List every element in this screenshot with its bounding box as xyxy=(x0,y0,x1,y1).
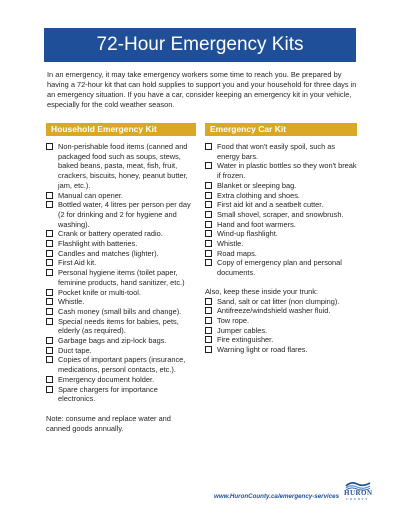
car-item xyxy=(205,249,357,259)
checkbox[interactable] xyxy=(205,143,212,150)
checkbox[interactable] xyxy=(205,192,212,199)
household-item xyxy=(46,229,196,239)
car-item-label: Water in plastic bottles so they won't break if frozen. xyxy=(217,161,357,181)
footer-url[interactable]: www.HuronCounty.ca/emergency-services xyxy=(214,493,340,500)
trunk-item xyxy=(205,297,357,307)
car-column xyxy=(205,123,357,355)
checkbox[interactable] xyxy=(205,240,212,247)
checkbox[interactable] xyxy=(46,298,53,305)
household-item xyxy=(46,258,196,268)
checkbox[interactable] xyxy=(46,230,53,237)
car-item xyxy=(205,200,357,210)
household-item-label: First Aid kit. xyxy=(58,258,97,268)
trunk-item-label: Sand, salt or cat litter (non clumping). xyxy=(217,296,340,306)
household-item xyxy=(46,307,196,317)
household-item xyxy=(46,200,196,229)
trunk-item xyxy=(205,316,357,326)
checkbox[interactable] xyxy=(46,308,53,315)
checkbox[interactable] xyxy=(46,192,53,199)
checkbox[interactable] xyxy=(205,298,212,305)
checkbox[interactable] xyxy=(205,182,212,189)
household-item xyxy=(46,142,196,191)
checkbox[interactable] xyxy=(205,336,212,343)
trunk-item-label: Fire extinguisher. xyxy=(217,335,274,345)
trunk-item xyxy=(205,326,357,336)
intro-paragraph: In an emergency, it may take emergency workers some time to reach you. Be prepared by having a 72-hour kit that can hold supplies to support you and your household for three days in an emergency situation. If you have a car, consider keeping an emergency kit in your vehicle, especially for the cold weather season. xyxy=(47,70,357,109)
car-item-label: First aid kit and a seatbelt cutter. xyxy=(217,200,324,210)
household-item xyxy=(46,268,196,287)
checkbox[interactable] xyxy=(46,356,53,363)
household-item-label: Crank or battery operated radio. xyxy=(58,229,163,239)
household-item-label: Emergency document holder. xyxy=(58,374,155,384)
household-item-label: Cash money (small bills and change). xyxy=(58,306,182,316)
household-item-label: Spare chargers for importance electronics. xyxy=(58,384,158,404)
trunk-item-label: Tow rope. xyxy=(217,315,250,325)
trunk-item xyxy=(205,345,357,355)
household-item xyxy=(46,288,196,298)
car-item-label: Road maps. xyxy=(217,248,257,258)
household-item-label: Manual can opener. xyxy=(58,190,123,200)
household-item-label: Copies of important papers (insurance, medications, personl contacts, etc.). xyxy=(58,355,186,375)
checkbox[interactable] xyxy=(46,269,53,276)
household-item xyxy=(46,239,196,249)
car-item-label: Food that won't easily spoil, such as energy bars. xyxy=(217,142,336,161)
checkbox[interactable] xyxy=(46,347,53,354)
household-item xyxy=(46,355,196,374)
checkbox[interactable] xyxy=(46,289,53,296)
household-item xyxy=(46,191,196,201)
car-item xyxy=(205,258,357,277)
trunk-item xyxy=(205,335,357,345)
car-item xyxy=(205,161,357,180)
household-item-label: Bottled water, 4 litres per person per day (2 for drinking and 2 for hygiene and washing). xyxy=(58,200,191,229)
household-item-label: Special needs items for babies, pets, elderly (as required). xyxy=(58,316,179,336)
car-item xyxy=(205,191,357,201)
household-item-label: Candles and matches (lighter). xyxy=(58,248,159,258)
car-item-label: Wind-up flashlight. xyxy=(217,229,278,239)
checkbox[interactable] xyxy=(205,230,212,237)
trunk-item xyxy=(205,306,357,316)
car-item xyxy=(205,181,357,191)
checkbox[interactable] xyxy=(46,318,53,325)
checkbox[interactable] xyxy=(46,201,53,208)
page-title: 72-Hour Emergency Kits xyxy=(96,34,304,55)
trunk-checklist xyxy=(205,297,357,355)
household-item-label: Flashlight with batteries. xyxy=(58,239,138,249)
household-item xyxy=(46,336,196,346)
household-item-label: Pocket knife or multi-tool. xyxy=(58,287,141,297)
car-item xyxy=(205,239,357,249)
car-item xyxy=(205,229,357,239)
logo-wordmark: HURON xyxy=(344,489,373,497)
household-checklist xyxy=(46,142,196,404)
trunk-item-label: Warning light or road flares. xyxy=(217,345,308,355)
household-item-label: Personal hygiene items (toilet paper, feminine products, hand sanitizer, etc.) xyxy=(58,268,185,287)
trunk-item-label: Jumper cables. xyxy=(217,325,268,335)
car-item-label: Extra clothing and shoes. xyxy=(217,190,300,200)
trunk-heading: Also, keep these inside your trunk: xyxy=(205,286,318,296)
checkbox[interactable] xyxy=(205,346,212,353)
checkbox[interactable] xyxy=(46,259,53,266)
logo-subtext: COUNTY xyxy=(346,497,369,501)
checkbox[interactable] xyxy=(205,201,212,208)
household-item-label: Whistle. xyxy=(58,297,85,307)
checkbox[interactable] xyxy=(46,386,53,393)
car-checklist xyxy=(205,142,357,278)
household-item-label: Garbage bags and zip-lock bags. xyxy=(58,336,167,346)
car-item-label: Whistle. xyxy=(217,239,244,249)
checkbox[interactable] xyxy=(205,259,212,266)
checkbox[interactable] xyxy=(46,250,53,257)
household-item-label: Duct tape. xyxy=(58,345,92,355)
car-item xyxy=(205,210,357,220)
car-item-label: Copy of emergency plan and personal documents. xyxy=(217,258,342,278)
checkbox[interactable] xyxy=(46,376,53,383)
household-item xyxy=(46,346,196,356)
household-column xyxy=(46,123,196,434)
car-item xyxy=(205,220,357,230)
household-item xyxy=(46,297,196,307)
household-item-label: Non-perishable food items (canned and packaged food such as soups, stews, baked beans, pasta, meat, fish, fruit, crackers, biscuits, honey, peanut butter, jam, etc.). xyxy=(58,142,188,190)
trunk-item-label: Antifreeze/windshield washer fluid. xyxy=(217,306,331,316)
car-item-label: Hand and foot warmers. xyxy=(217,219,296,229)
checkbox[interactable] xyxy=(205,221,212,228)
checkbox[interactable] xyxy=(46,240,53,247)
car-item-label: Small shovel, scraper, and snowbrush. xyxy=(217,209,344,219)
checkbox[interactable] xyxy=(205,307,212,314)
checkbox[interactable] xyxy=(205,327,212,334)
car-item-label: Blanket or sleeping bag. xyxy=(217,180,297,190)
car-item xyxy=(205,142,357,161)
household-note: Note: consume and replace water and canned goods annually. xyxy=(46,413,171,433)
car-header: Emergency Car Kit xyxy=(205,123,357,136)
household-item xyxy=(46,375,196,385)
checkbox[interactable] xyxy=(46,143,53,150)
title-banner xyxy=(44,28,356,62)
household-item xyxy=(46,385,196,404)
household-header: Household Emergency Kit xyxy=(46,123,196,136)
checkbox[interactable] xyxy=(205,317,212,324)
household-item xyxy=(46,249,196,259)
checkbox[interactable] xyxy=(205,250,212,257)
checkbox[interactable] xyxy=(205,162,212,169)
checkbox[interactable] xyxy=(46,337,53,344)
household-item xyxy=(46,317,196,336)
checkbox[interactable] xyxy=(205,211,212,218)
